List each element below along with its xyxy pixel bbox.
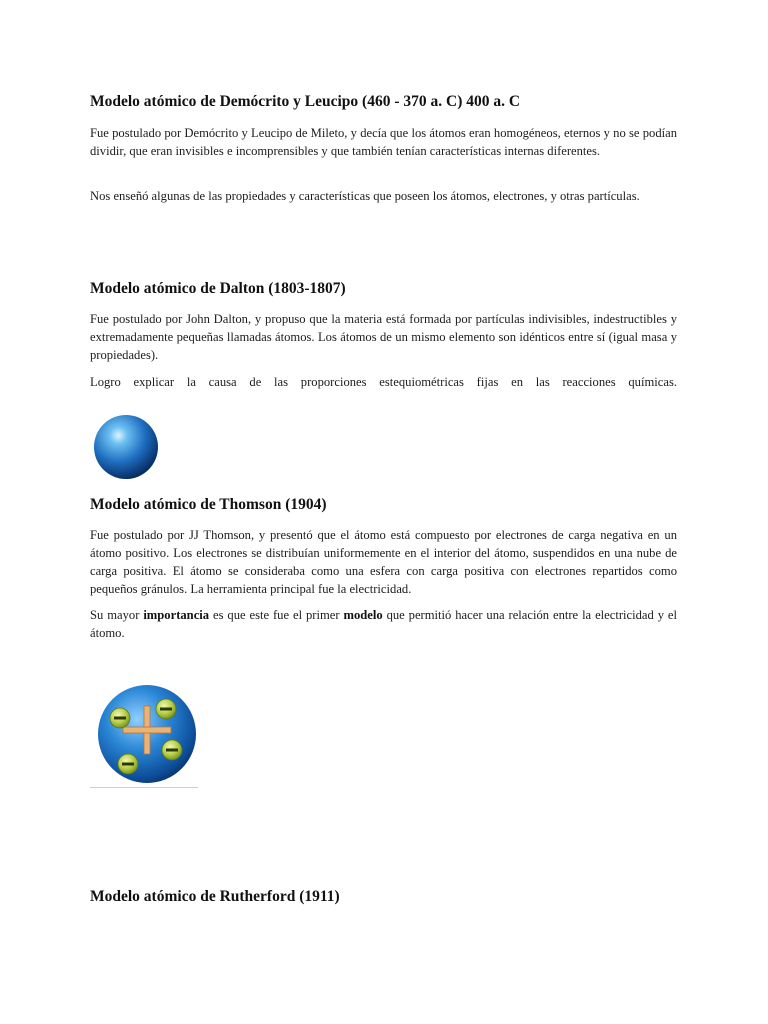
paragraph-dalton-1: Fue postulado por John Dalton, y propuso que la materia está formada por partículas indivisibles, indestructibles y extremadamente pequeñas llamadas átomos. Los átomos de un mismo elemento son idénticos entre sí (igual masa y propiedades). <box>90 312 677 362</box>
section-title-democrito: Modelo atómico de Demócrito y Leucipo (460 - 370 a. C) 400 a. C <box>90 93 521 110</box>
paragraph-dalton-2: Logro explicar la causa de las proporciones estequiométricas fijas en las reacciones químicas. <box>90 375 677 389</box>
paragraph-thomson-2-text-b: es que este fue el primer <box>209 608 344 622</box>
section-title-rutherford: Modelo atómico de Rutherford (1911) <box>90 888 340 905</box>
paragraph-democrito-1: Fue postulado por Demócrito y Leucipo de Mileto, y decía que los átomos eran homogéneos, eternos y no se podían dividir, que eran invisibles e incomprensibles y que también tenían características internas diferentes. <box>90 126 677 158</box>
paragraph-thomson-2-text-c: que permitió hacer una relación entre la electricidad y el átomo. <box>90 608 678 640</box>
dalton-sphere-image <box>92 413 162 483</box>
section-title-thomson: Modelo atómico de Thomson (1904) <box>90 496 327 513</box>
thomson-plum-pudding-image <box>92 682 202 786</box>
thomson-atom-icon <box>92 682 202 786</box>
image-underline-divider <box>90 787 198 788</box>
paragraph-thomson-1: Fue postulado por JJ Thomson, y presentó que el átomo está compuesto por electrones de carga negativa en un átomo positivo. Los electrones se distribuían uniformemente en el interior del átomo, suspendidos en una nube de carga positiva. El átomo se consideraba como una esfera con carga positiva con electrones repartidos como pequeños gránulos. La herramienta principal fue la electricidad. <box>90 528 677 596</box>
section-title-dalton: Modelo atómico de Dalton (1803-1807) <box>90 280 346 297</box>
document-page <box>90 0 677 1024</box>
dalton-sphere-icon <box>92 413 162 483</box>
paragraph-thomson-2 <box>90 606 677 642</box>
bold-importancia: importancia <box>143 608 210 622</box>
bold-modelo: modelo <box>343 608 383 622</box>
paragraph-thomson-2-text-a: Su mayor <box>90 608 144 622</box>
paragraph-democrito-2: Nos enseñó algunas de las propiedades y características que poseen los átomos, electrones, y otras partículas. <box>90 189 640 203</box>
